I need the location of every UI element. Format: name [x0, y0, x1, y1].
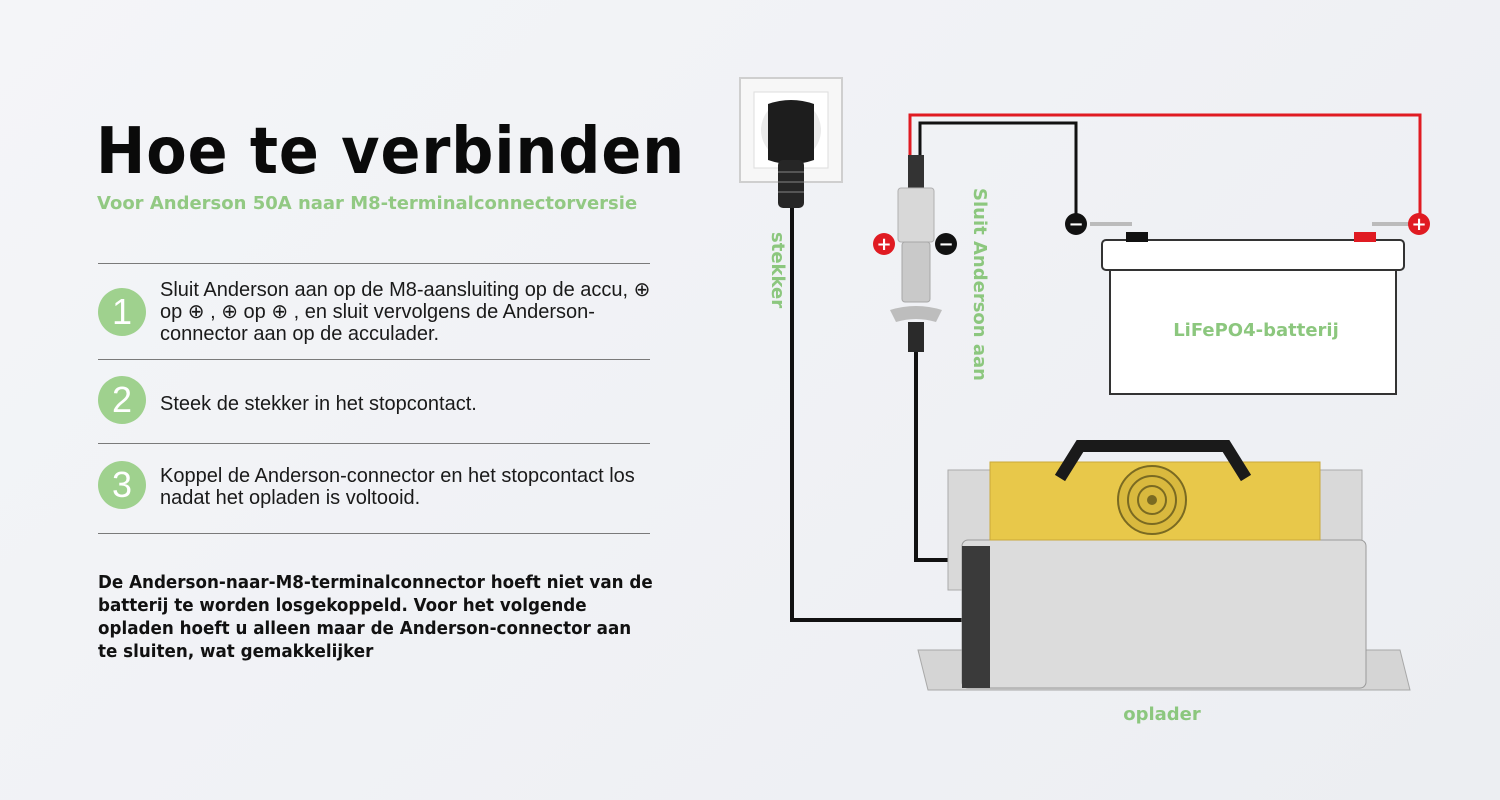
battery-minus-icon: [1065, 213, 1087, 235]
anderson-plus-icon: [873, 233, 895, 255]
anderson-minus-icon: [935, 233, 957, 255]
svg-text:−: −: [1068, 214, 1084, 235]
svg-text:−: −: [938, 234, 954, 255]
battery: [1090, 222, 1414, 394]
divider: [98, 263, 650, 264]
battery-label: LiFePO4-batterij: [1173, 320, 1339, 341]
divider: [98, 359, 650, 360]
svg-text:+: +: [1411, 214, 1427, 235]
step-2-text: Steek de stekker in het stopcontact.: [160, 393, 477, 415]
power-plug: [768, 100, 814, 208]
step-3-text: Koppel de Anderson-connector en het stopcontact los nadat het opladen is voltooid.: [160, 465, 635, 509]
plug-label: stekker: [767, 232, 788, 309]
divider: [98, 533, 650, 534]
step-1-text: Sluit Anderson aan op de M8-aansluiting op de accu, ⊕ op ⊕ , ⊕ op ⊕ , en sluit vervolgens de Anderson-connector aan op de acculader.: [160, 279, 651, 345]
anderson-label: Sluit Anderson aan: [969, 188, 990, 381]
step-2-number: 2: [98, 376, 146, 424]
step-1-number: 1: [98, 288, 146, 336]
info-note: De Anderson-naar-M8-terminalconnector hoeft niet van de batterij te worden losgekoppeld. Voor het volgende opladen hoeft u alleen maar de Anderson-connector aan te sluiten, wat gemakkelijker: [98, 572, 653, 662]
negative-wire: [920, 123, 1076, 222]
charger-label: oplader: [1123, 704, 1201, 725]
divider: [98, 443, 650, 444]
page-title: Hoe te verbinden: [96, 115, 686, 189]
svg-text:+: +: [876, 234, 892, 255]
connection-diagram: [700, 60, 1490, 760]
charger: [918, 446, 1410, 690]
step-3-number: 3: [98, 461, 146, 509]
anderson-connector: [890, 155, 942, 352]
battery-plus-icon: [1408, 213, 1430, 235]
page-subtitle: Voor Anderson 50A naar M8-terminalconnectorversie: [97, 193, 638, 214]
